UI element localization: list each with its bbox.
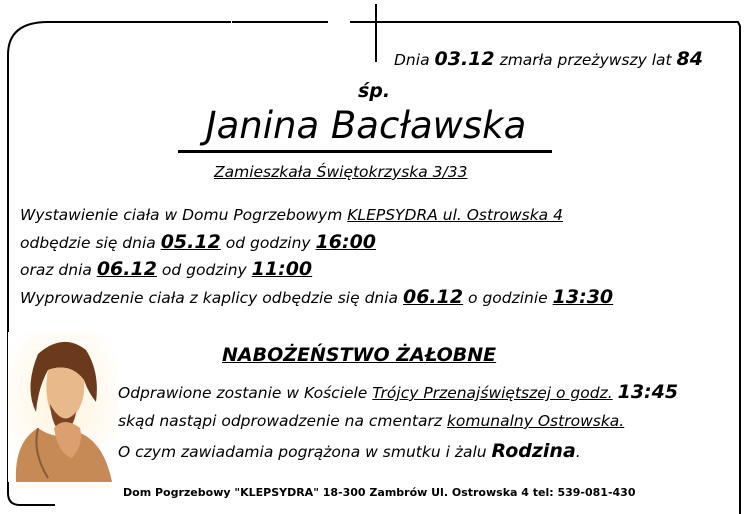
service-time: 13:45 bbox=[617, 381, 679, 403]
viewing-line3-text: oraz dnia bbox=[20, 261, 92, 279]
viewing-line-1 bbox=[20, 206, 563, 224]
procession-mid: o godzinie bbox=[468, 289, 548, 307]
death-date: 03.12 bbox=[434, 48, 495, 70]
viewing-line-3 bbox=[20, 258, 312, 280]
viewing-line2-text: odbędzie się dnia bbox=[20, 234, 156, 252]
death-notice-line bbox=[394, 48, 703, 70]
funeral-home-address: KLEPSYDRA ul. Ostrowska 4 bbox=[347, 206, 563, 224]
service-line2-text: skąd nastąpi odprowadzenie na cmentarz bbox=[118, 412, 442, 430]
viewing-line1-text: Wystawienie ciała w Domu Pogrzebowym bbox=[20, 206, 343, 224]
service-line1-text: Odprawione zostanie w Kościele bbox=[118, 384, 368, 402]
death-prefix: Dnia bbox=[394, 51, 430, 69]
viewing-line-2 bbox=[20, 231, 376, 253]
footer-contact: Dom Pogrzebowy "KLEPSYDRA" 18-300 Zambrów Ul. Ostrowska 4 tel: 539-081-430 bbox=[123, 486, 636, 499]
residence-address: Zamieszkała Świętokrzyska 3/33 bbox=[214, 163, 468, 181]
viewing-time-1: 16:00 bbox=[315, 231, 377, 253]
deceased-name: Janina Bacławska bbox=[205, 104, 527, 147]
service-line-3 bbox=[118, 440, 581, 462]
service-line3-end: . bbox=[575, 443, 581, 461]
viewing-time-2: 11:00 bbox=[251, 258, 313, 280]
honorific: śp. bbox=[358, 80, 391, 102]
death-middle: zmarła przeżywszy lat bbox=[499, 51, 672, 69]
service-line-1 bbox=[118, 381, 678, 403]
procession-date: 06.12 bbox=[402, 286, 464, 308]
viewing-line3-mid: od godziny bbox=[161, 261, 247, 279]
name-underline bbox=[178, 150, 552, 153]
service-heading: NABOŻEŃSTWO ŻAŁOBNE bbox=[222, 344, 497, 366]
church-name: Trójcy Przenajświętszej o godz. bbox=[372, 384, 613, 402]
service-line-2 bbox=[118, 412, 624, 430]
family-signature: Rodzina bbox=[491, 440, 576, 462]
procession-text: Wyprowadzenie ciała z kaplicy odbędzie się dnia bbox=[20, 289, 399, 307]
cemetery-name: komunalny Ostrowska. bbox=[446, 412, 625, 430]
viewing-date-1: 05.12 bbox=[160, 231, 221, 253]
procession-time: 13:30 bbox=[552, 286, 614, 308]
viewing-line2-mid: od godziny bbox=[225, 234, 311, 252]
death-age: 84 bbox=[676, 48, 703, 70]
viewing-line-4 bbox=[20, 286, 613, 308]
service-line3-text: O czym zawiadamia pogrążona w smutku i żalu bbox=[118, 443, 487, 461]
praying-jesus-image bbox=[8, 332, 118, 482]
viewing-date-2: 06.12 bbox=[96, 258, 157, 280]
